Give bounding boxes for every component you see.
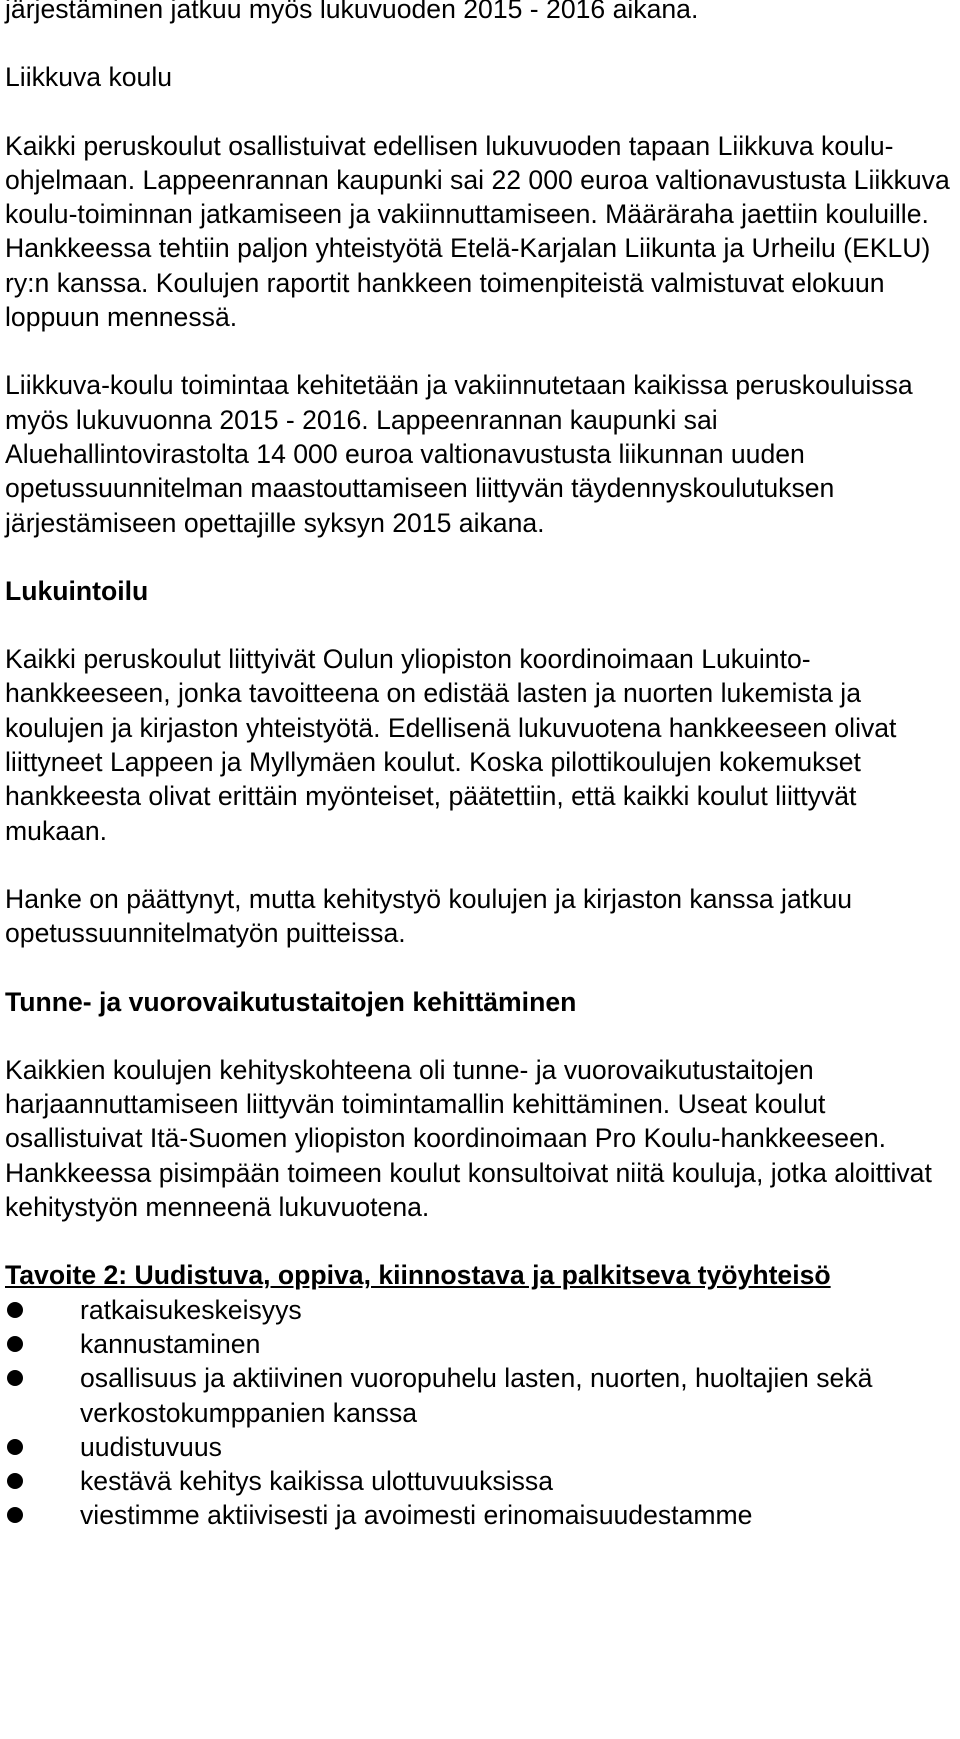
tavoite-bullet-list [5,1293,960,1533]
bullet-icon [7,1473,23,1489]
bullet-icon [7,1507,23,1523]
document-page [5,0,960,1533]
bullet-icon [7,1370,23,1386]
list-item [5,1430,960,1464]
list-item [5,1293,960,1327]
list-item [5,1464,960,1498]
list-item-text: viestimme aktiivisesti ja avoimesti erinomaisuudestamme [80,1500,753,1531]
lukuintoilu-paragraph-1: Kaikki peruskoulut liittyivät Oulun yliopiston koordinoimaan Lukuinto-hankkeeseen, jonka tavoitteena on edistää lasten ja nuorten lukemista ja koulujen ja kirjaston yhteistyötä. Edellisenä lukuvuotena hankkeeseen olivat liittyneet Lappeen ja Myllymäen koulut. Koska pilottikoulujen kokemukset hankkeesta olivat erittäin myönteiset, päätettiin, että kaikki koulut liittyvät mukaan. [5,644,897,846]
list-item-text: kestävä kehitys kaikissa ulottuvuuksissa [80,1466,553,1497]
tavoite-heading: Tavoite 2: Uudistuva, oppiva, kiinnostava ja palkitseva työyhteisö [5,1260,831,1291]
tunne-heading: Tunne- ja vuorovaikutustaitojen kehittäminen [5,986,577,1017]
list-item [5,1327,960,1361]
list-item [5,1361,960,1430]
bullet-icon [7,1302,23,1318]
list-item-text: osallisuus ja aktiivinen vuoropuhelu lasten, nuorten, huoltajien sekä verkostokumppanien kanssa [80,1363,873,1428]
list-item-text: ratkaisukeskeisyys [80,1294,302,1325]
lukuintoilu-heading: Lukuintoilu [5,575,149,606]
liikkuva-paragraph-1: Kaikki peruskoulut osallistuivat edellisen lukuvuoden tapaan Liikkuva koulu-ohjelmaan. Lappeenrannan kaupunki sai 22 000 euroa valtionavustusta Liikkuva koulu-toiminnan jatkamiseen ja vakiinnuttamiseen. Määräraha jaettiin kouluille. Hankkeessa tehtiin paljon yhteistyötä Etelä-Karjalan Liikunta ja Urheilu (EKLU) ry:n kanssa. Koulujen raportit hankkeen toimenpiteistä valmistuvat elokuun loppuun mennessä. [5,130,950,333]
bullet-icon [7,1439,23,1455]
list-item-text: kannustaminen [80,1328,261,1359]
list-item [5,1498,960,1532]
continuation-line: järjestäminen jatkuu myös lukuvuoden 2015 - 2016 aikana. [5,0,699,24]
liikkuva-paragraph-2: Liikkuva-koulu toimintaa kehitetään ja vakiinnutetaan kaikissa peruskouluissa myös lukuvuonna 2015 - 2016. Lappeenrannan kaupunki sai Aluehallintovirastolta 14 000 euroa valtionavustusta liikunnan uuden opetussuunnitelman maastouttamiseen liittyvän täydennyskoulutuksen järjestämiseen opettajille syksyn 2015 aikana. [5,370,913,538]
bullet-icon [7,1336,23,1352]
lukuintoilu-paragraph-2: Hanke on päättynyt, mutta kehitystyö koulujen ja kirjaston kanssa jatkuu opetussuunnitelmatyön puitteissa. [5,883,853,949]
tunne-paragraph-1: Kaikkien koulujen kehityskohteena oli tunne- ja vuorovaikutustaitojen harjaannuttamiseen liittyvän toimintamallin kehittäminen. Useat koulut osallistuivat Itä-Suomen yliopiston koordinoimaan Pro Koulu-hankkeeseen. Hankkeessa pisimpään toimeen koulut konsultoivat niitä kouluja, jotka aloittivat kehitystyön menneenä lukuvuotena. [5,1054,932,1223]
liikkuva-koulu-heading: Liikkuva koulu [5,62,173,93]
list-item-text: uudistuvuus [80,1431,222,1462]
